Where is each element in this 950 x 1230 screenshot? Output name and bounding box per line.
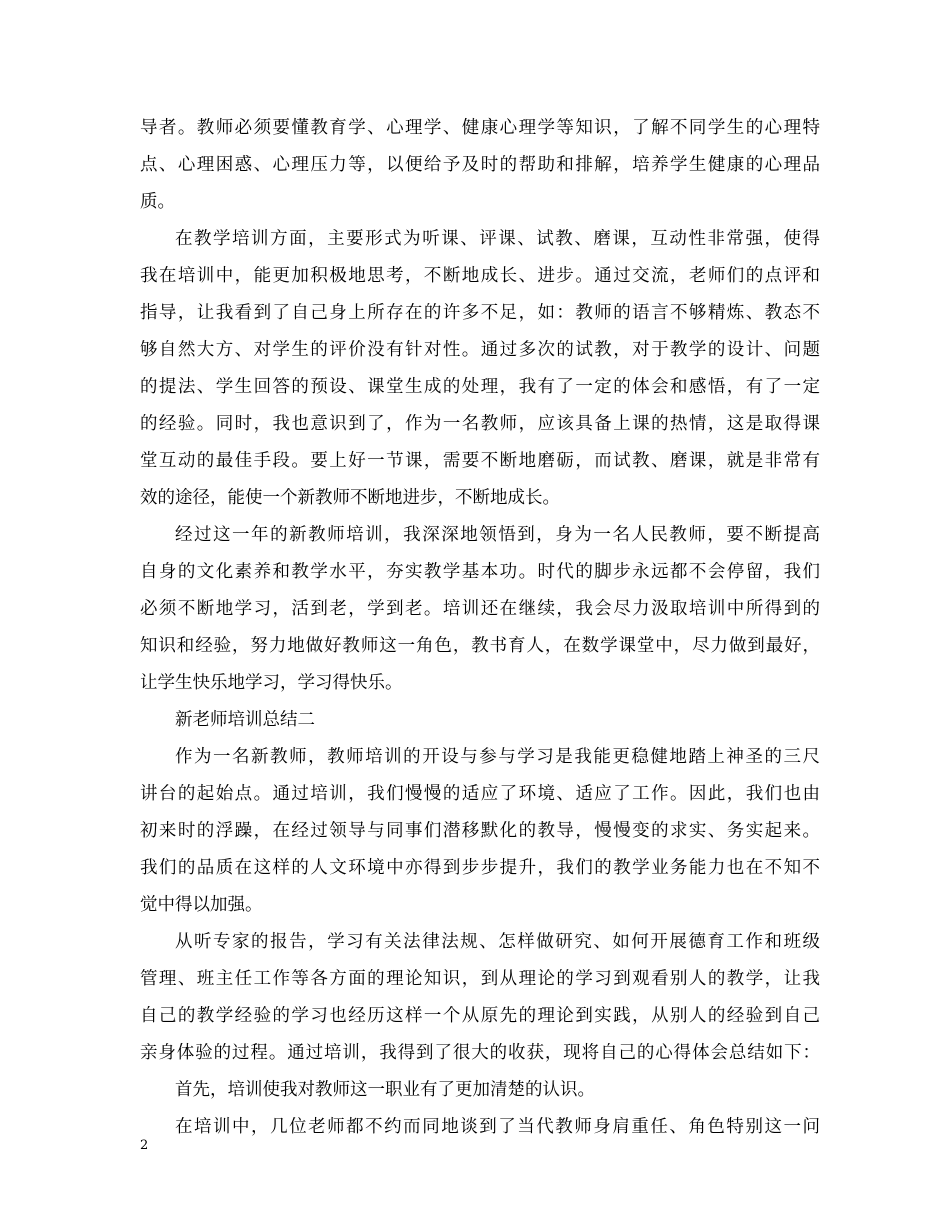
text-line: 初来时的浮躁，在经过领导与同事们潜移默化的教导，慢慢变的求实、务实起来。 [140,821,820,841]
text-line: 首先，培训使我对教师这一职业有了更加清楚的认识。 [175,1080,595,1100]
text-line: 作为一名新教师，教师培训的开设与参与学习是我能更稳健地踏上神圣的三尺 [175,747,820,767]
text-line: 我们的品质在这样的人文环境中亦得到步步提升，我们的教学业务能力也在不知不 [140,858,820,878]
text-line: 在教学培训方面，主要形式为听课、评课、试教、磨课，互动性非常强，使得 [175,229,820,249]
text-line: 效的途径，能使一个新教师不断地进步，不断地成长。 [140,488,560,508]
text-line: 的经验。同时，我也意识到了，作为一名教师，应该具备上课的热情，这是取得课 [140,414,820,434]
text-line: 自己的教学经验的学习也经历这样一个从原先的理论到实践，从别人的经验到自己 [140,1006,820,1026]
text-line: 管理、班主任工作等各方面的理论知识，到从理论的学习到观看别人的教学，让我 [140,969,820,989]
text-line: 讲台的起始点。通过培训，我们慢慢的适应了环境、适应了工作。因此，我们也由 [140,784,820,804]
text-line: 从听专家的报告，学习有关法律法规、怎样做研究、如何开展德育工作和班级 [175,932,820,952]
text-line: 觉中得以加强。 [140,895,263,915]
text-line: 点、心理困惑、心理压力等，以便给予及时的帮助和排解，培养学生健康的心理品 [140,155,820,175]
text-line: 指导，让我看到了自己身上所存在的许多不足，如：教师的语言不够精炼、教态不 [140,303,820,323]
page-number: 2 [140,1138,149,1153]
text-line: 我在培训中，能更加积极地思考，不断地成长、进步。通过交流，老师们的点评和 [140,266,820,286]
text-line: 知识和经验，努力地做好教师这一角色，教书育人，在数学课堂中，尽力做到最好， [140,636,820,656]
text-line: 必须不断地学习，活到老，学到老。培训还在继续，我会尽力汲取培训中所得到的 [140,599,820,619]
text-line: 堂互动的最佳手段。要上好一节课，需要不断地磨砺，而试教、磨课，就是非常有 [140,451,820,471]
text-line: 导者。教师必须要懂教育学、心理学、健康心理学等知识，了解不同学生的心理特 [140,118,820,138]
text-line: 经过这一年的新教师培训，我深深地领悟到，身为一名人民教师，要不断提高 [175,525,820,545]
document-body [140,110,820,1146]
text-line: 在培训中，几位老师都不约而同地谈到了当代教师身肩重任、角色特别这一问 [175,1117,820,1137]
text-line: 够自然大方、对学生的评价没有针对性。通过多次的试教，对于教学的设计、问题 [140,340,820,360]
text-line: 亲身体验的过程。通过培训，我得到了很大的收获，现将自己的心得体会总结如下： [140,1043,820,1063]
text-line: 质。 [140,192,175,212]
text-line: 自身的文化素养和教学水平，夯实教学基本功。时代的脚步永远都不会停留，我们 [140,562,820,582]
text-line: 的提法、学生回答的预设、课堂生成的处理，我有了一定的体会和感悟，有了一定 [140,377,820,397]
text-line: 新老师培训总结二 [175,710,315,730]
text-line: 让学生快乐地学习，学习得快乐。 [140,673,403,693]
